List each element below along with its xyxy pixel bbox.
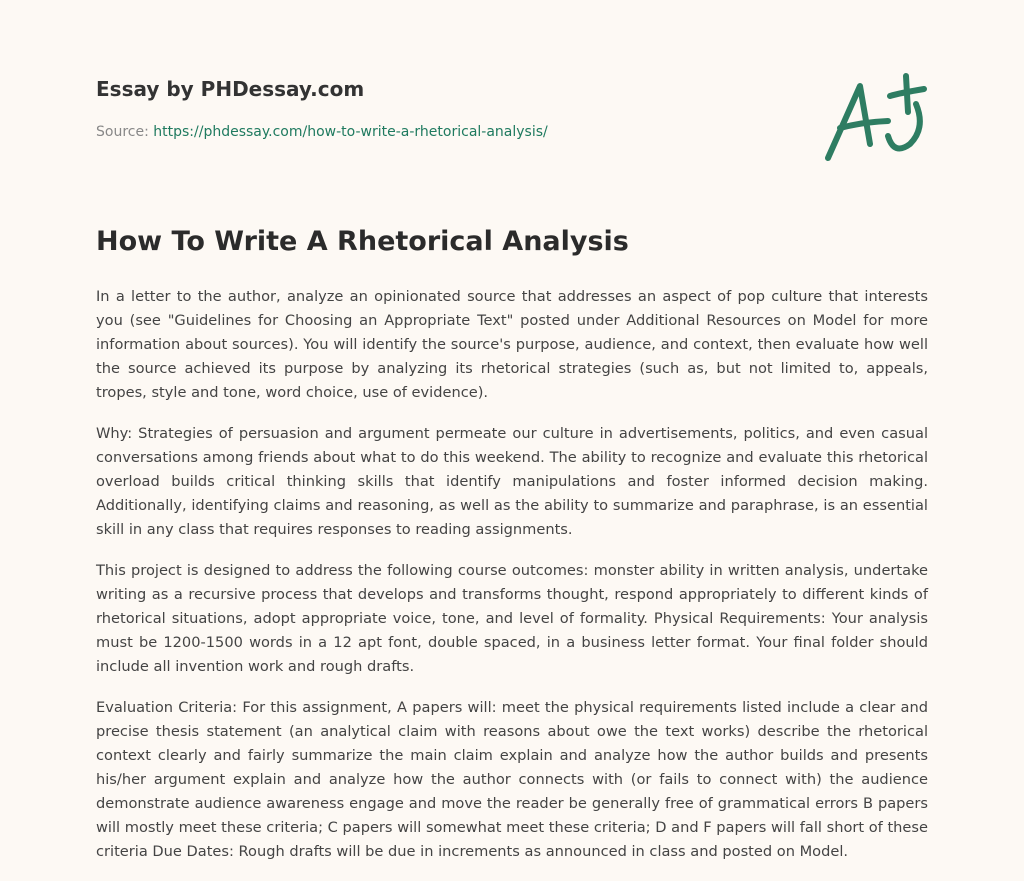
article-title: How To Write A Rhetorical Analysis bbox=[96, 226, 629, 257]
a-plus-logo-icon bbox=[818, 66, 928, 166]
paragraph: This project is designed to address the following course outcomes: monster ability in written analysis, undertake writing as a recursive process that develops and transforms thought, respond appropriately to different kinds of rhetorical situations, adopt appropriate voice, tone, and level of formality. Physical Requirements: Your analysis must be 1200-1500 words in a 12 apt font, double spaced, in a business letter format. Your final folder should include all invention work and rough drafts. bbox=[96, 562, 928, 675]
paragraph: Why: Strategies of persuasion and argument permeate our culture in advertisements, politics, and even casual conversations among friends about what to do this weekend. The ability to recognize and evaluate this rhetorical overload builds critical thinking skills that identify manipulations and foster informed decision making. Additionally, identifying claims and reasoning, as well as the ability to summarize and paraphrase, is an essential skill in any class that requires responses to reading assignments. bbox=[96, 425, 928, 538]
source-line bbox=[96, 124, 548, 140]
source-label: Source: bbox=[96, 124, 149, 140]
paragraph: Evaluation Criteria: For this assignment, A papers will: meet the physical requirements listed include a clear and precise thesis statement (an analytical claim with reasons about owe the text works) describe the rhetorical context clearly and fairly summarize the main claim explain and analyze how the author builds and presents his/her argument explain and analyze how the author connects with (or fails to connect with) the audience demonstrate audience awareness engage and move the reader be generally free of grammatical errors B papers will mostly meet these criteria; C papers will somewhat meet these criteria; D and F papers will fall short of these criteria Due Dates: Rough drafts will be due in increments as announced in class and posted on Model. bbox=[96, 699, 928, 860]
article-body bbox=[96, 285, 928, 881]
site-title: Essay by PHDessay.com bbox=[96, 77, 365, 101]
paragraph: In a letter to the author, analyze an opinionated source that addresses an aspect of pop culture that interests you (see "Guidelines for Choosing an Appropriate Text" posted under Additional Resources on Model for more information about sources). You will identify the source's purpose, audience, and context, then evaluate how well the source achieved its purpose by analyzing its rhetorical strategies (such as, but not limited to, appeals, tropes, style and tone, word choice, use of evidence). bbox=[96, 288, 928, 401]
source-link[interactable]: https://phdessay.com/how-to-write-a-rhetorical-analysis/ bbox=[153, 124, 548, 140]
